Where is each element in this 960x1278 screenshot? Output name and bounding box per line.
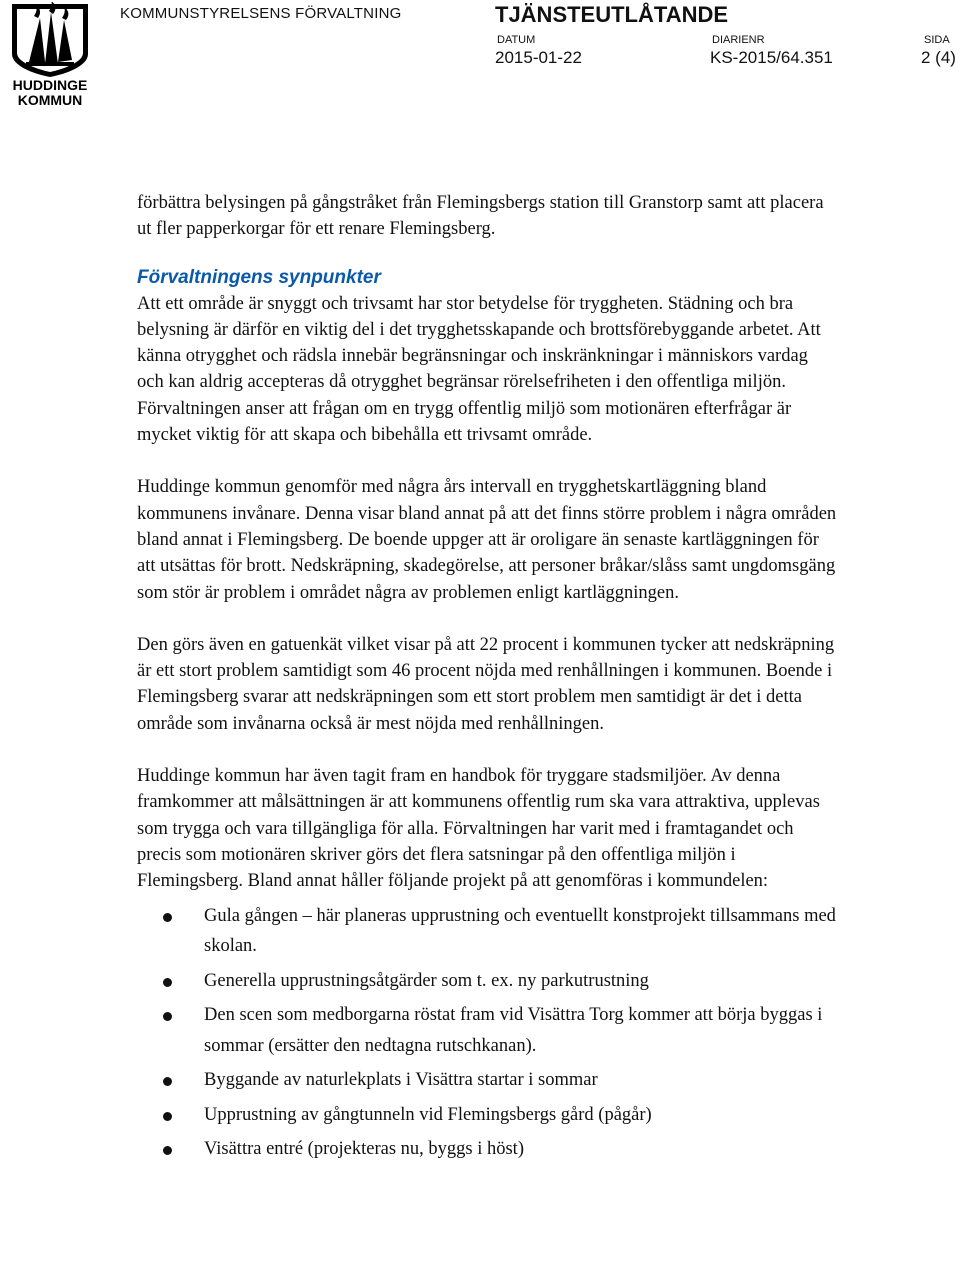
date-value: 2015-01-22 xyxy=(495,48,582,67)
logo-text-line1: HUDDINGE xyxy=(12,77,88,93)
list-item: Visättra entré (projekteras nu, byggs i höst) xyxy=(137,1134,837,1165)
paragraph-1: Att ett område är snyggt och trivsamt har stor betydelse för tryggheten. Städning och bra belysning är därför en viktig del i det trygghetsskapande och brottsförebyggande arbetet. Att känna otrygghet och rädsla innebär begränsningar och inskränkningar i människors vardag och kan aldrig accepteras då otrygghet begränsar rörelsefriheten i den offentliga miljön. Förvaltningen anser att frågan om en trygg offentlig miljö som motionären efterfrågar är mycket viktig för att skapa och bibehålla ett trivsamt område. xyxy=(137,293,821,446)
page-label: SIDA xyxy=(924,34,950,46)
document-body xyxy=(137,190,837,1169)
intro-paragraph: förbättra belysingen på gångstråket från Flemingsbergs station till Granstorp samt att placera ut fler papperkorgar för ett renare Flemingsberg. xyxy=(137,193,824,240)
list-item: Den scen som medborgarna röstat fram vid Visättra Torg kommer att börja byggas i sommar (ersätter den nedtagna rutschkanan). xyxy=(137,1000,837,1061)
bullet-icon xyxy=(163,913,172,922)
paragraph-4: Huddinge kommun har även tagit fram en handbok för tryggare stadsmiljöer. Av denna framkommer att målsättningen är att kommunens offentlig rum ska vara attraktiva, upplevas som trygga och vara tillgängliga för alla. Förvaltningen har varit med i framtagandet och precis som motionären skriver görs det flera satsningar på den offentliga miljön i Flemingsberg. Bland annat håller följande projekt på att genomföras i kommundelen: xyxy=(137,766,820,892)
municipality-logo xyxy=(0,0,100,110)
paragraph-3: Den görs även en gatuenkät vilket visar på att 22 procent i kommunen tycker att nedskräpning är ett stort problem samtidigt som 46 procent nöjda med renhållningen i kommunen. Boende i Flemingsberg svarar att nedskräpningen som ett stort problem men samtidigt är det i detta område som invånarna också är mest nöjda med renhållningen. xyxy=(137,634,835,734)
diarie-value: KS-2015/64.351 xyxy=(710,48,833,67)
logo-text-line2: KOMMUN xyxy=(17,92,83,108)
date-label: DATUM xyxy=(497,34,536,46)
organization-name: KOMMUNSTYRELSENS FÖRVALTNING xyxy=(120,5,402,22)
document-type: TJÄNSTEUTLÅTANDE xyxy=(495,2,729,27)
list-item: Generella upprustningsåtgärder som t. ex. ny parkutrustning xyxy=(137,966,837,997)
paragraph-2: Huddinge kommun genomför med några års intervall en trygghetskartläggning bland kommunens invånare. Denna visar bland annat på att det finns större problem i några områden bland annat i Flemingsberg. De boende uppger att är oroligare än senaste kartläggningen för att utsättas för brott. Nedskräpning, skadegörelse, att personer bråkar/slåss samt ungdomsgäng som stör är problem i området några av problemen enligt kartläggningen. xyxy=(137,477,837,603)
bullet-icon xyxy=(163,1077,172,1086)
coat-of-arms-icon xyxy=(4,2,96,78)
bullet-icon xyxy=(163,978,172,987)
section-heading: Förvaltningens synpunkter xyxy=(137,266,381,288)
bullet-icon xyxy=(163,1146,172,1155)
list-item: Byggande av naturlekplats i Visättra startar i sommar xyxy=(137,1065,837,1096)
page-number: 2 (4) xyxy=(921,48,956,67)
bullet-icon xyxy=(163,1112,172,1121)
list-item: Gula gången – här planeras upprustning och eventuellt konstprojekt tillsammans med skolan. xyxy=(137,901,837,962)
list-item: Upprustning av gångtunneln vid Flemingsbergs gård (pågår) xyxy=(137,1100,837,1131)
bullet-icon xyxy=(163,1012,172,1021)
project-list xyxy=(137,901,837,1165)
diarie-label: DIARIENR xyxy=(712,34,765,46)
